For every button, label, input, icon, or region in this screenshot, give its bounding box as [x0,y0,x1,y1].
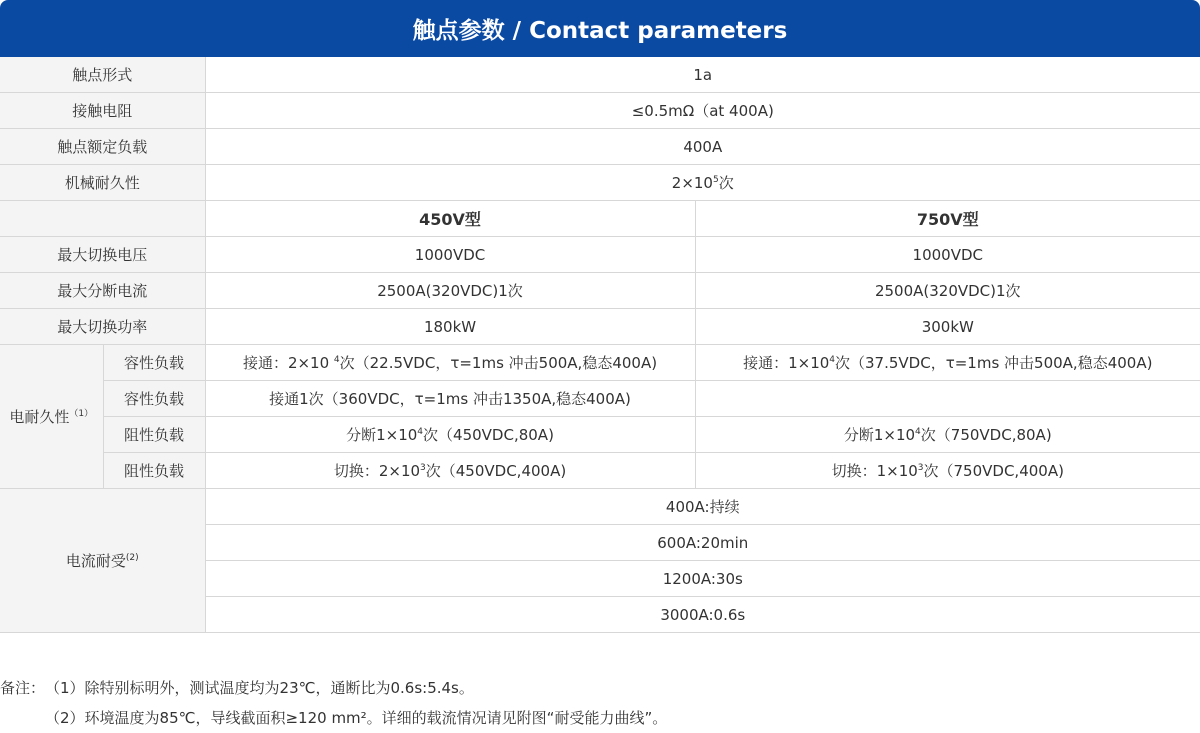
value-450v: 接通1次（360VDC，τ=1ms 冲击1350A,稳态400A) [205,381,695,417]
value-750v: 切换：$1\times 10^3$次（750VDC,400A) [695,453,1200,489]
value-750v: 接通：$1\times 10^4$次（37.5VDC，τ=1ms 冲击500A,稳态400A) [695,345,1200,381]
load-type-label: 容性负载 [103,381,205,417]
footnotes [0,673,667,733]
row-value: 400A [205,129,1200,165]
value-750v [695,381,1200,417]
table-title-bar [0,0,1200,57]
row-value: 1a [205,57,1200,93]
table-row [0,309,1200,345]
current-withstand-label: 电流耐受$^{(2)}$ [0,489,205,633]
empty-corner-cell [0,201,205,237]
table-title: 触点参数 / Contact parameters [412,18,788,44]
model-750v-header: 750V型 [695,201,1200,237]
row-label: 最大切换功率 [0,309,205,345]
value-750v: 分断$1\times 10^4$次（750VDC,80A) [695,417,1200,453]
footnote-1: 备注：（1）除特别标明外，测试温度均为23℃，通断比为0.6s:5.4s。 [0,673,667,703]
row-label: 接触电阻 [0,93,205,129]
current-value: 400A:持续 [205,489,1200,525]
current-value: 3000A:0.6s [205,597,1200,633]
row-label: 最大分断电流 [0,273,205,309]
row-label: 机械耐久性 [0,165,205,201]
model-header-row [0,201,1200,237]
table-row [0,273,1200,309]
row-label: 触点额定负载 [0,129,205,165]
table-row [0,489,1200,525]
electrical-endurance-label: 电耐久性$^{(1)}$ [0,345,103,489]
table-row [0,93,1200,129]
value-750v: 2500A(320VDC)1次 [695,273,1200,309]
footnote-head: 备注： [0,679,46,697]
table-row [0,417,1200,453]
row-label: 触点形式 [0,57,205,93]
table-row [0,165,1200,201]
value-450v: 2500A(320VDC)1次 [205,273,695,309]
table-row [0,129,1200,165]
row-value: ≤0.5mΩ（at 400A) [205,93,1200,129]
table-row [0,453,1200,489]
contact-parameters-table [0,57,1200,633]
value-750v: 1000VDC [695,237,1200,273]
load-type-label: 容性负载 [103,345,205,381]
load-type-label: 阻性负载 [103,417,205,453]
value-450v: 接通：2×10 $^4$次（22.5VDC，τ=1ms 冲击500A,稳态400A) [205,345,695,381]
table-row [0,381,1200,417]
table-row [0,345,1200,381]
current-value: 600A:20min [205,525,1200,561]
row-value: $2\times 10^5$次 [205,165,1200,201]
row-label: 最大切换电压 [0,237,205,273]
value-450v: 1000VDC [205,237,695,273]
value-750v: 300kW [695,309,1200,345]
value-450v: 分断$1\times 10^4$次（450VDC,80A) [205,417,695,453]
value-450v: 180kW [205,309,695,345]
value-450v: 切换：$2\times 10^3$次（450VDC,400A) [205,453,695,489]
model-450v-header: 450V型 [205,201,695,237]
current-value: 1200A:30s [205,561,1200,597]
footnote-2: （2）环境温度为85℃，导线截面积≥120 mm²。详细的载流情况请见附图“耐受能力曲线”。 [45,709,668,727]
table-row [0,57,1200,93]
load-type-label: 阻性负载 [103,453,205,489]
table-row [0,237,1200,273]
